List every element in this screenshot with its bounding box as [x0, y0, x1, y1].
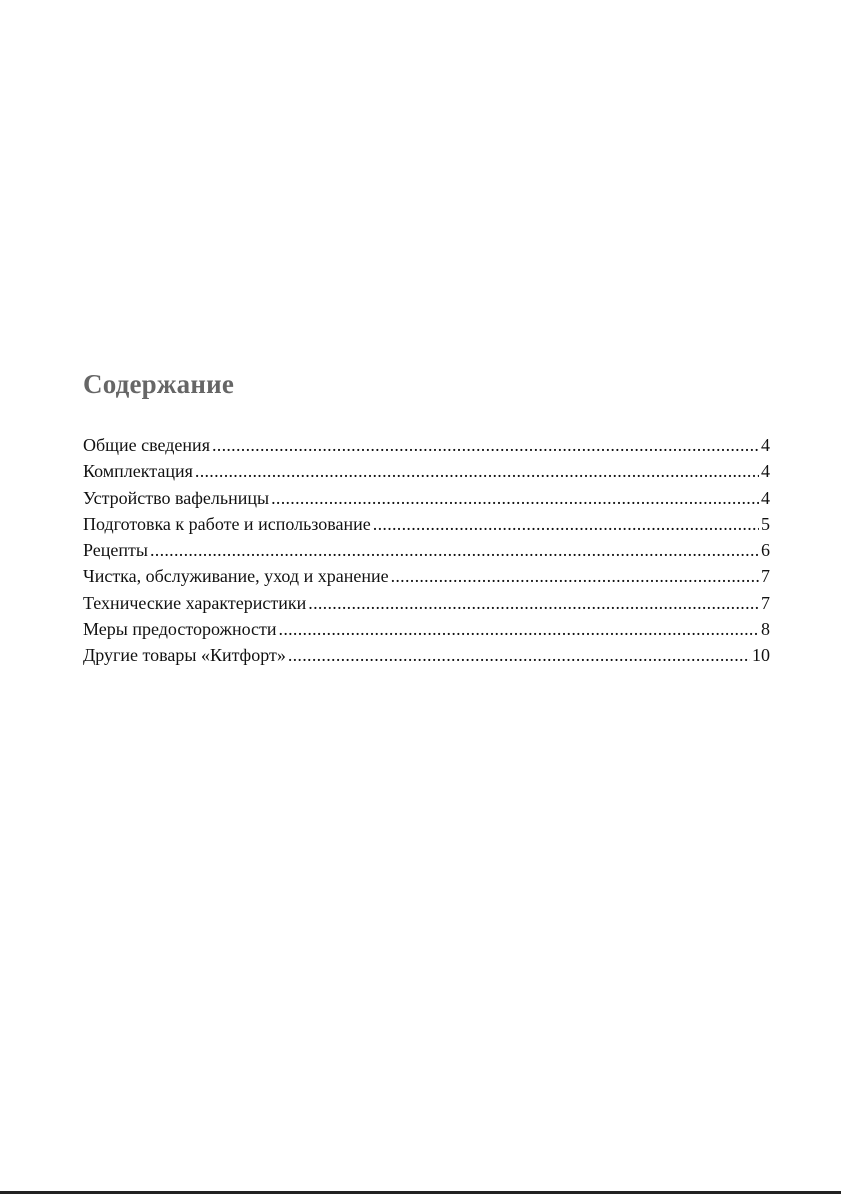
- toc-title: Содержание: [83, 369, 235, 399]
- toc-entry-label: Рецепты: [83, 540, 148, 561]
- toc-entry: [83, 485, 770, 511]
- toc-entry-page: 6: [761, 540, 770, 561]
- toc-entry-page: 7: [761, 592, 770, 613]
- toc-dot-leader: [279, 616, 759, 642]
- toc-entry: [83, 458, 770, 484]
- toc-dot-leader: [308, 590, 759, 616]
- toc-entry: [83, 537, 770, 563]
- toc-entry: [83, 616, 770, 642]
- toc-entry: [83, 511, 770, 537]
- toc-dot-leader: [212, 432, 759, 458]
- toc-entry-page: 5: [761, 513, 770, 534]
- toc-entry-label: Комплектация: [83, 461, 193, 482]
- toc-dot-leader: [288, 642, 750, 668]
- toc-dot-leader: [391, 563, 759, 589]
- toc-list: [83, 432, 770, 669]
- toc-dot-leader: [271, 485, 759, 511]
- toc-entry-label: Другие товары «Китфорт»: [83, 645, 286, 666]
- toc-entry-label: Подготовка к работе и использование: [83, 513, 371, 534]
- toc-entry-page: 4: [761, 461, 770, 482]
- toc-entry-label: Общие сведения: [83, 435, 210, 455]
- toc-entry-page: 4: [761, 487, 770, 508]
- toc-entry-label: Технические характеристики: [83, 592, 307, 613]
- toc-entry-page: 7: [761, 566, 770, 587]
- toc-entry-label: Меры предосторожности: [83, 619, 277, 640]
- toc-dot-leader: [373, 511, 759, 537]
- toc-dot-leader: [195, 458, 759, 484]
- toc-entry: [83, 590, 770, 616]
- toc-entry: [83, 642, 770, 668]
- toc-entry-page: 4: [761, 435, 770, 455]
- toc-entry-label: Устройство вафельницы: [83, 487, 270, 508]
- toc-dot-leader: [150, 537, 759, 563]
- toc-entry-page: 10: [752, 645, 770, 666]
- toc-entry-label: Чистка, обслуживание, уход и хранение: [83, 566, 389, 587]
- toc-entry-page: 8: [761, 619, 770, 640]
- toc-entry: [83, 432, 770, 458]
- toc-entry: [83, 563, 770, 589]
